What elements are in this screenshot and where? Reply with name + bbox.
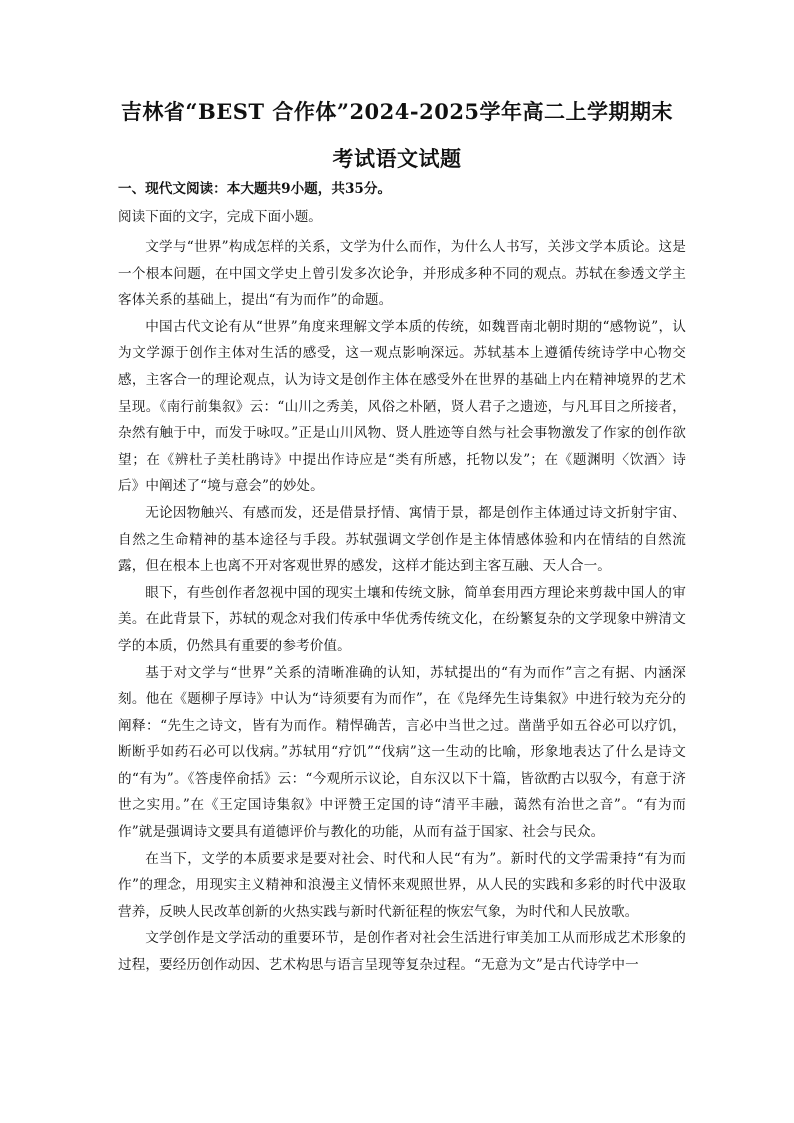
- section-heading: 一、现代文阅读：本大题共9小题，共35分。: [118, 181, 392, 197]
- paragraph-3: 无论因物触兴、有感而发，还是借景抒情、寓情于景，都是创作主体通过诗文折射宇宙、自然之生命精神的基本途径与手段。苏轼强调文学创作是主体情感体验和内在情结的自然流露，但在根本上也离不开对客观世界的感发，这样才能达到主客互融、天人合一。: [118, 504, 686, 575]
- paragraph-5: 基于对文学与“世界”关系的清晰准确的认知，苏轼提出的“有为而作”言之有据、内涵深刻。他在《题柳子厚诗》中认为“诗须要有为而作”，在《凫绎先生诗集叙》中进行较为充分的阐释：“先生之诗文，皆有为而作。精悍确苦，言必中当世之过。凿凿乎如五谷必可以疗饥，断断乎如药石必可以伐病。”苏轼用“疗饥”“伐病”这一生动的比喻，形象地表达了什么是诗文的“有为”。《答虔倅俞括》云：“今观所示议论，自东汉以下十篇，皆欲酌古以驭今，有意于济世之实用。”在《王定国诗集叙》中评赞王定国的诗“清平丰融，蔼然有治世之音”。“有为而作”就是强调诗文要具有道德评价与教化的功能，从而有益于国家、社会与民众。: [118, 664, 686, 841]
- paragraph-2: 中国古代文论有从“世界”角度来理解文学本质的传统，如魏晋南北朝时期的“感物说”，认为文学源于创作主体对生活的感受，这一观点影响深远。苏轼基本上遵循传统诗学中心物交感，主客合一的理论观点，认为诗文是创作主体在感受外在世界的基础上内在精神境界的艺术呈现。《南行前集叙》云：“山川之秀美，风俗之朴陋，贤人君子之遗迹，与凡耳目之所接者，杂然有触于中，而发于咏叹。”正是山川风物、贤人胜迹等自然与社会事物激发了作家的创作欲望；在《辨杜子美杜鹃诗》中提出作诗应是“类有所感，托物以发”；在《题渊明〈饮酒〉诗后》中阐述了“境与意会”的妙处。: [118, 318, 686, 495]
- document-title-line-2: 考试语文试题: [332, 146, 462, 171]
- paragraph-6: 在当下，文学的本质要求是要对社会、时代和人民“有为”。新时代的文学需秉持“有为而作”的理念，用现实主义精神和浪漫主义情怀来观照世界，从人民的实践和多彩的时代中汲取营养，反映人民改革创新的火热实践与新时代新征程的恢宏气象，为时代和人民放歌。: [118, 850, 686, 920]
- paragraph-4: 眼下，有些创作者忽视中国的现实土壤和传统文脉，简单套用西方理论来剪裁中国人的审美。在此背景下，苏轼的观念对我们传承中华优秀传统文化，在纷繁复杂的文学现象中辨清文学的本质，仍然具有重要的参考价值。: [118, 584, 686, 654]
- document-title-line-1: 吉林省“BEST 合作体”2024-2025学年高二上学期期末: [120, 99, 674, 124]
- reading-instruction: 阅读下面的文字，完成下面小题。: [118, 209, 322, 225]
- paragraph-1: 文学与“世界”构成怎样的关系，文学为什么而作，为什么人书写，关涉文学本质论。这是一个根本问题，在中国文学史上曾引发多次论争，并形成多种不同的观点。苏轼在参透文学主客体关系的基础上，提出“有为而作”的命题。: [118, 239, 686, 309]
- paragraph-7: 文学创作是文学活动的重要环节，是创作者对社会生活进行审美加工从而形成艺术形象的过程，要经历创作动因、艺术构思与语言呈现等复杂过程。“无意为文”是古代诗学中一: [118, 930, 686, 974]
- article-body: [118, 234, 686, 979]
